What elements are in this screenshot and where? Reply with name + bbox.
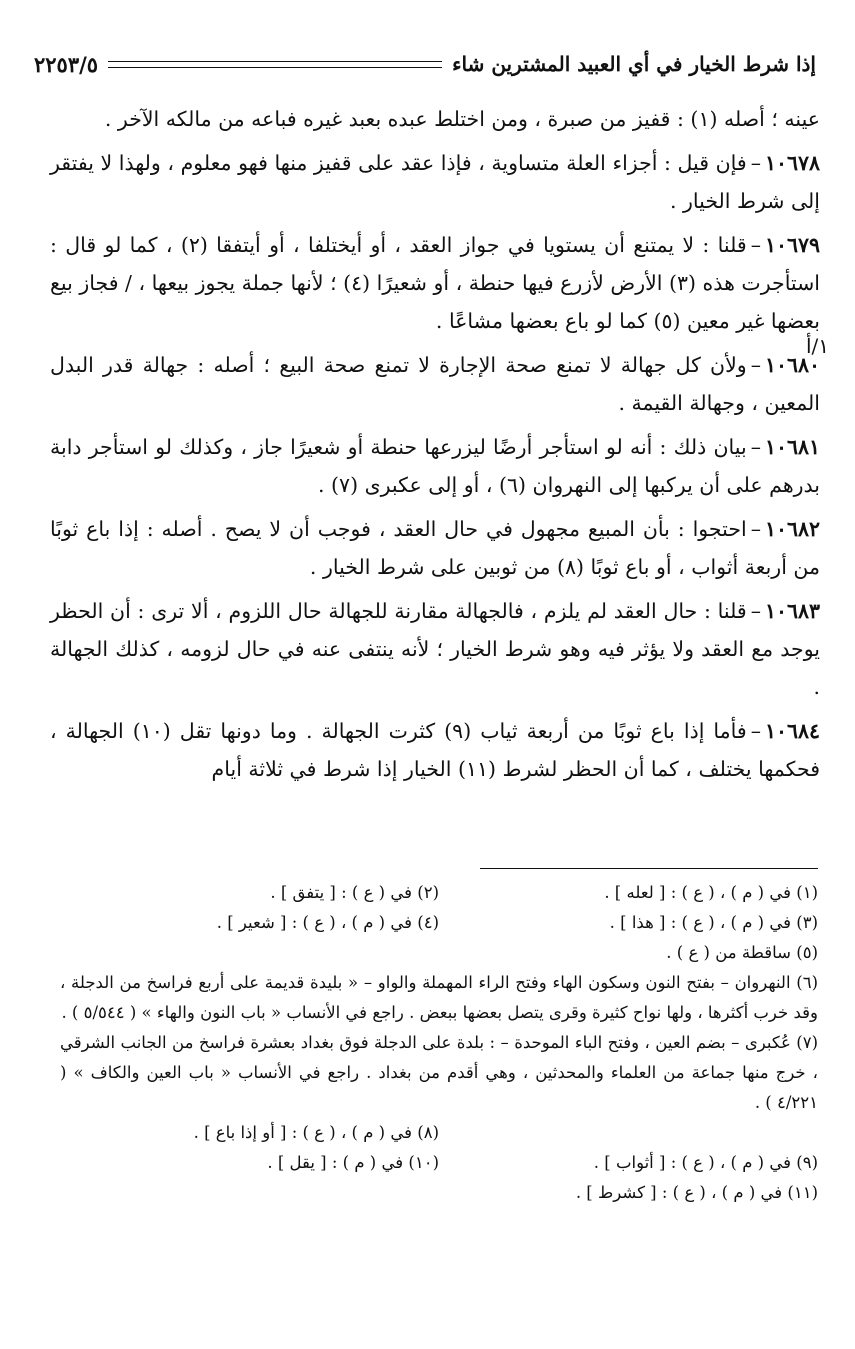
paragraph-number: ١٠٦٨٤ xyxy=(764,719,820,743)
page-reference: ٢٢٥٣/٥ xyxy=(34,51,99,77)
paragraph-text: فأما إذا باع ثوبًا من أربعة ثياب (٩) كثرت الجهالة . وما دونها تقل (١٠) الجهالة ، فحكمها يختلف ، كما أن الحظر لشرط (١١) الخيار إذا شرط في ثلاثة أيام xyxy=(50,719,820,781)
footnote-row xyxy=(60,878,818,908)
paragraph: ١٠٦٨٢–احتجوا : بأن المبيع مجهول في حال العقد ، فوجب أن لا يصح . أصله : إذا باع ثوبًا من أربعة أثواب ، أو باع ثوبًا (٨) من ثوبين على شرط الخيار . xyxy=(50,517,820,579)
paragraph-text: بيان ذلك : أنه لو استأجر أرضًا ليزرعها حنطة أو شعيرًا جاز ، وكذلك لو استأجر دابة بدرهم على أن يركبها إلى النهروان (٦) ، أو إلى عكبرى (٧) . xyxy=(50,435,820,497)
header-rule xyxy=(108,61,442,68)
footnote-11: (١١) في ( م ) ، ( ع ) : [ كشرط ] . xyxy=(575,1183,818,1202)
footnote-8: (٨) في ( م ) ، ( ع ) : [ أو إذا باع ] . xyxy=(193,1123,439,1142)
paragraph-number: ١٠٦٨٣ xyxy=(764,599,820,623)
page-header xyxy=(34,42,816,86)
paragraph-text: ولأن كل جهالة لا تمنع صحة الإجارة لا تمنع صحة البيع ؛ أصله : جهالة قدر البدل المعين ، وجهالة القيمة . xyxy=(50,353,820,415)
paragraph: ١٠٦٨٠–ولأن كل جهالة لا تمنع صحة الإجارة لا تمنع صحة البيع ؛ أصله : جهالة قدر البدل المعين ، وجهالة القيمة . xyxy=(50,353,820,415)
footnote-1: (١) في ( م ) ، ( ع ) : [ لعله ] . xyxy=(604,883,818,902)
paragraph-text: احتجوا : بأن المبيع مجهول في حال العقد ، فوجب أن لا يصح . أصله : إذا باع ثوبًا من أربعة أثواب ، أو باع ثوبًا (٨) من ثوبين على شرط الخيار . xyxy=(50,517,820,579)
paragraph: ١٠٦٨٣–قلنا : حال العقد لم يلزم ، فالجهالة مقارنة للجهالة حال اللزوم ، ألا ترى : أن الحظر يوجد مع العقد ولا يؤثر فيه وهو شرط الخيار ؛ لأنه ينتفى عنه في حال لزومه ، كذلك الجهالة . xyxy=(50,599,820,699)
footnotes xyxy=(60,878,818,1208)
footnote-10: (١٠) في ( م ) : [ يقل ] . xyxy=(267,1153,439,1172)
paragraph-text: عينه ؛ أصله (١) : قفيز من صبرة ، ومن اختلط عبده بعبد غيره فباعه من مالكه الآخر . xyxy=(104,107,820,131)
paragraph-number: ١٠٦٧٨ xyxy=(764,151,820,175)
footnote-separator xyxy=(480,868,818,869)
footnote-row xyxy=(60,908,818,938)
paragraph-number: ١٠٦٨٢ xyxy=(764,517,820,541)
paragraph-text: فإن قيل : أجزاء العلة متساوية ، فإذا عقد على قفيز منها فهو معلوم ، ولهذا لا يفتقر إلى شرط الخيار . xyxy=(50,151,820,213)
footnote-9: (٩) في ( م ) ، ( ع ) : [ أثواب ] . xyxy=(593,1153,818,1172)
paragraph: ١٠٦٧٩–قلنا : لا يمتنع أن يستويا في جواز العقد ، أو أيختلفا ، أو أيتفقا (٢) ، كما لو قال : استأجرت هذه (٣) الأرض لأزرع فيها حنطة ، أو شعيرًا (٤) ؛ لأنها جملة يجوز بيعها ، / فجاز بيع بعضها غير معين (٥) كما لو باع بعضها مشاعًا . xyxy=(50,233,820,333)
paragraph: ١٠٦٨١–بيان ذلك : أنه لو استأجر أرضًا ليزرعها حنطة أو شعيرًا جاز ، وكذلك لو استأجر دابة بدرهم على أن يركبها إلى النهروان (٦) ، أو إلى عكبرى (٧) . xyxy=(50,435,820,497)
footnote-6: (٦) النهروان – بفتح النون وسكون الهاء وفتح الراء المهملة والواو – « بليدة قديمة على أربع فراسخ من الدجلة ، وقد خرب أكثرها ، ولها نواح كثيرة وقرى يتصل بعضها ببعض . راجع في الأنساب « باب النون والهاء » ( ٥/٥٤٤ ) . xyxy=(60,973,818,1022)
paragraph-number: ١٠٦٨١ xyxy=(764,435,820,459)
header-title: إذا شرط الخيار في أي العبيد المشترين شاء xyxy=(452,52,816,76)
footnote-7: (٧) عُكبرى – بضم العين ، وفتح الباء الموحدة – : بلدة على الدجلة فوق بغداد بعشرة فراسخ من الجانب الشرقي ، خرج منها جماعة من العلماء والمحدثين ، وهي أقدم من بغداد . راجع في الأنساب « باب العين والكاف » ( ٤/٢٢١ ) . xyxy=(60,1033,818,1112)
paragraph-text: قلنا : حال العقد لم يلزم ، فالجهالة مقارنة للجهالة حال اللزوم ، ألا ترى : أن الحظر يوجد مع العقد ولا يؤثر فيه وهو شرط الخيار ؛ لأنه ينتفى عنه في حال لزومه ، كذلك الجهالة . xyxy=(50,599,820,699)
paragraph: ١٠٦٨٤–فأما إذا باع ثوبًا من أربعة ثياب (٩) كثرت الجهالة . وما دونها تقل (١٠) الجهالة ، فحكمها يختلف ، كما أن الحظر لشرط (١١) الخيار إذا شرط في ثلاثة أيام xyxy=(50,719,820,781)
footnote-4: (٤) في ( م ) ، ( ع ) : [ شعير ] . xyxy=(216,913,439,932)
margin-folio-note: ١/أ xyxy=(806,334,830,358)
paragraph-number: ١٠٦٧٩ xyxy=(764,233,820,257)
paragraph-number: ١٠٦٨٠ xyxy=(764,353,820,377)
main-text xyxy=(50,100,820,794)
paragraph xyxy=(50,100,820,138)
footnote-3: (٣) في ( م ) ، ( ع ) : [ هذا ] . xyxy=(609,913,818,932)
paragraph: ١٠٦٧٨–فإن قيل : أجزاء العلة متساوية ، فإذا عقد على قفيز منها فهو معلوم ، ولهذا لا يفتقر إلى شرط الخيار . xyxy=(50,151,820,213)
footnote-2: (٢) في ( ع ) : [ يتفق ] . xyxy=(270,883,439,902)
paragraph-text: قلنا : لا يمتنع أن يستويا في جواز العقد ، أو أيختلفا ، أو أيتفقا (٢) ، كما لو قال : استأجرت هذه (٣) الأرض لأزرع فيها حنطة ، أو شعيرًا (٤) ؛ لأنها جملة يجوز بيعها ، / فجاز بيع بعضها غير معين (٥) كما لو باع بعضها مشاعًا . xyxy=(50,233,820,333)
footnote-row xyxy=(60,1148,818,1178)
footnote-row xyxy=(60,1118,818,1148)
footnote-5: (٥) ساقطة من ( ع ) . xyxy=(666,943,818,962)
